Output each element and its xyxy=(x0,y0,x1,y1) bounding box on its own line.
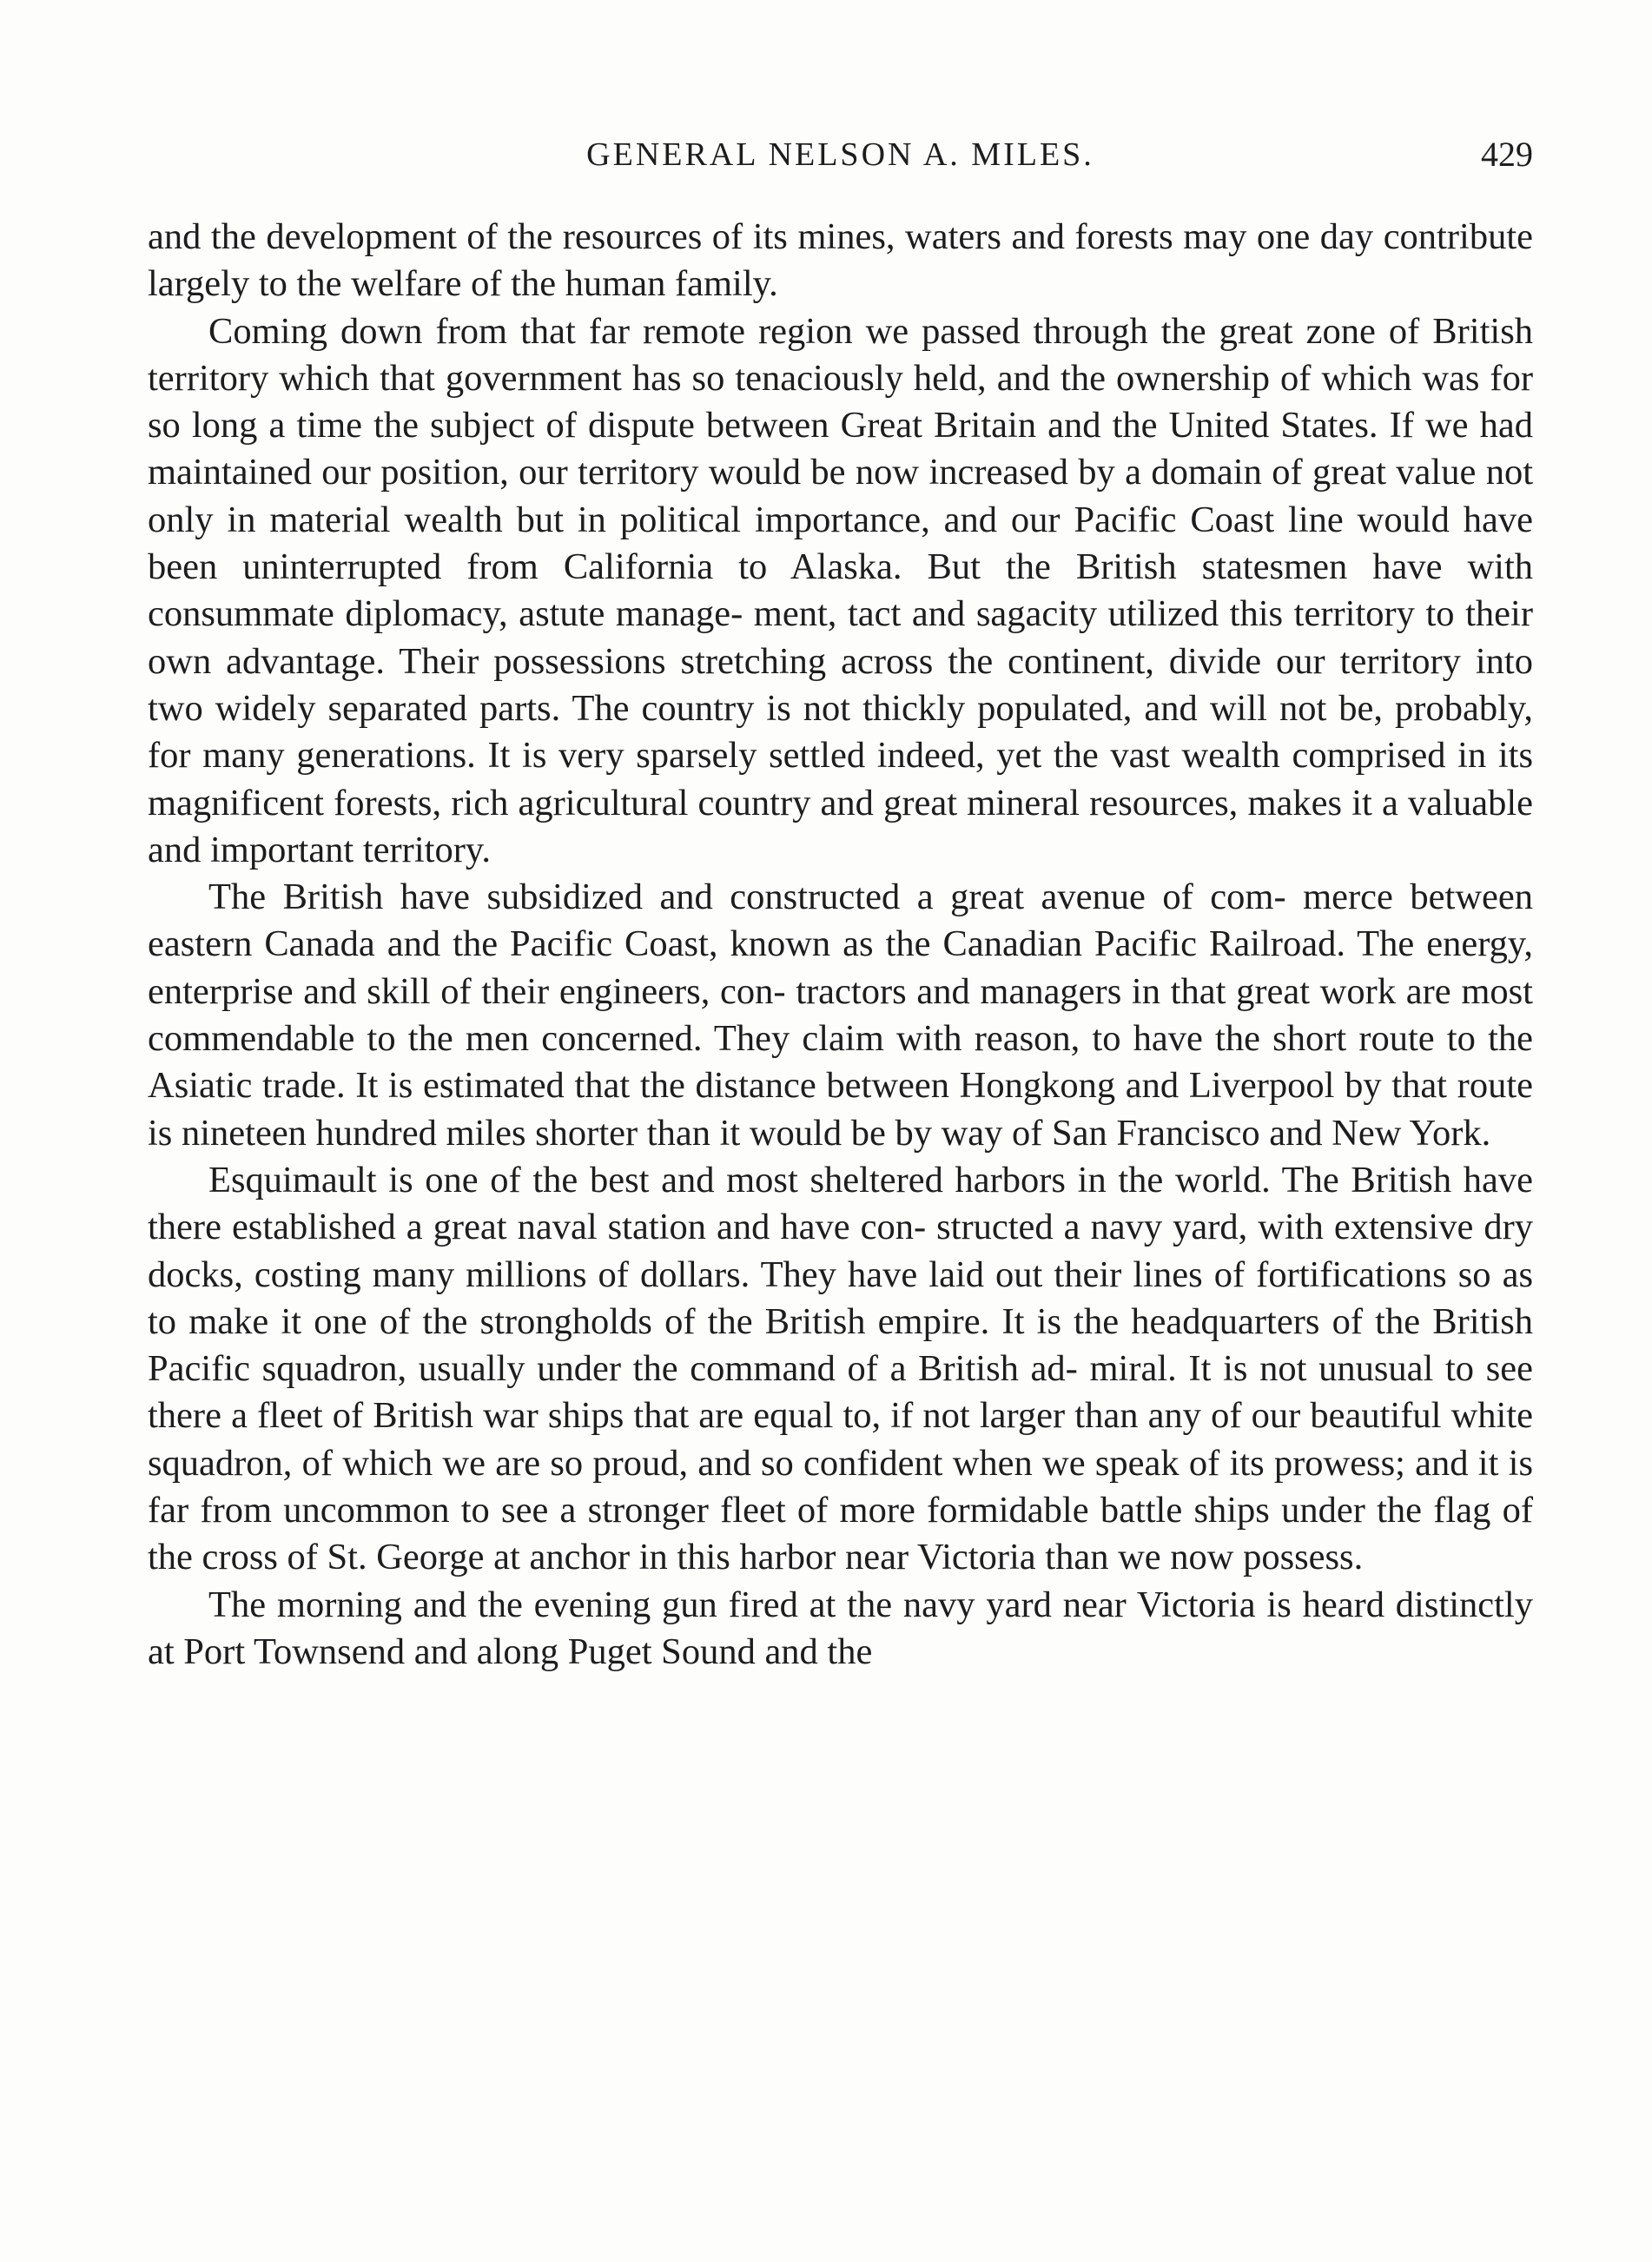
paragraph-esquimault: Esquimault is one of the best and most sheltered harbors in the world. The British have there established a great naval station and have con- structed a navy yard, with extensive dry docks, costing many millions of dollars. They have laid out their lines of fortifications so as to make it one of the strongholds of the British empire. It is the headquarters of the British Pacific squadron, usually under the command of a British ad- miral. It is not unusual to see there a fleet of British war ships that are equal to, if not larger than any of our beautiful white squadron, of which we are so proud, and so confident when we speak of its prowess; and it is far from uncommon to see a stronger fleet of more formidable battle ships under the flag of the cross of St. George at anchor in this harbor near Victoria than we now possess. xyxy=(148,1159,1533,1578)
running-head: GENERAL NELSON A. MILES. xyxy=(586,136,1094,173)
paragraph-continued: and the development of the resources of its mines, waters and forests may one day contribute largely to the welfare of the human family. xyxy=(148,216,1533,305)
page-header xyxy=(148,129,1533,181)
page-number: 429 xyxy=(1481,135,1533,174)
paragraph-evening-gun: The morning and the evening gun fired at the navy yard near Victoria is heard distinctly at Port Townsend and along Puget Sound and the xyxy=(148,1584,1533,1672)
paragraph-canadian-pacific: The British have subsidized and constructed a great avenue of com- merce between eastern Canada and the Pacific Coast, known as the Canadian Pacific Railroad. The energy, enterprise and skill of their engineers, con- tractors and managers in that great work are most commendable to the men concerned. They claim with reason, to have the short route to the Asiatic trade. It is estimated that the distance between Hongkong and Liverpool by that route is nineteen hundred miles shorter than it would be by way of San Francisco and New York. xyxy=(148,876,1533,1154)
paragraph-british-territory: Coming down from that far remote region we passed through the great zone of British territory which that government has so tenaciously held, and the ownership of which was for so long a time the subject of dispute between Great Britain and the United States. If we had maintained our position, our territory would be now increased by a domain of great value not only in material wealth but in political importance, and our Pacific Coast line would have been uninterrupted from California to Alaska. But the British statesmen have with consummate diplomacy, astute manage- ment, tact and sagacity utilized this territory to their own advantage. Their possessions stretching across the continent, divide our territory into two widely separated parts. The country is not thickly populated, and will not be, probably, for many generations. It is very sparsely settled indeed, yet the vast wealth comprised in its magnificent forests, rich agricultural country and great mineral resources, makes it a valuable and important territory. xyxy=(148,310,1533,870)
body-text xyxy=(148,214,1533,1676)
